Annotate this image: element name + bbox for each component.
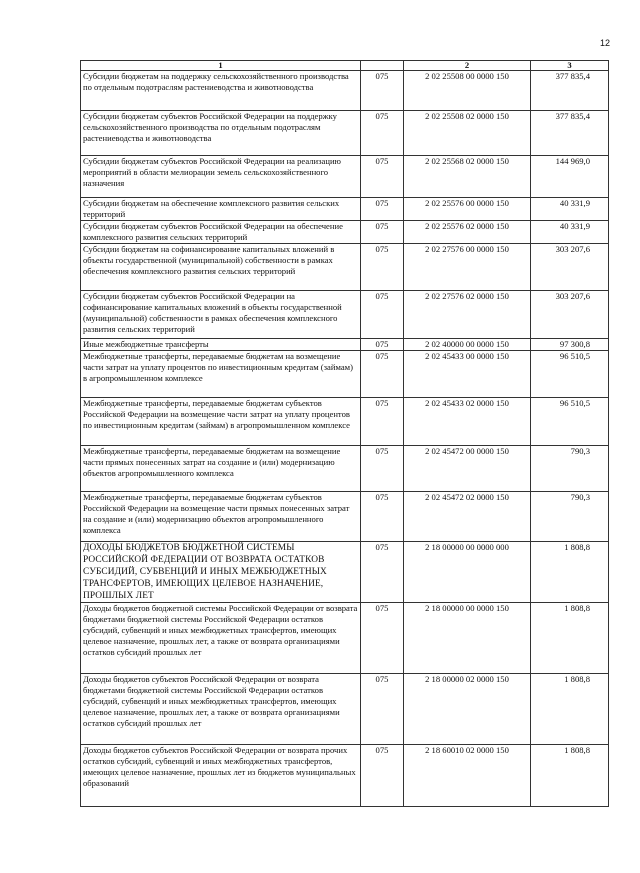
row-amount: 790,3: [531, 446, 609, 492]
header-col-amount: 3: [531, 61, 609, 71]
row-budget-code: 2 02 45472 00 0000 150: [404, 446, 531, 492]
row-name: Межбюджетные трансферты, передаваемые бюджетам субъектов Российской Федерации на возмещение части прямых понесенных затрат на создание и (или) модернизацию объектов агропромышленного комплекса: [81, 492, 361, 542]
row-name: Межбюджетные трансферты, передаваемые бюджетам на возмещение части затрат на уплату процентов по инвестиционным кредитам (займам) в агропромышленном комплексе: [81, 351, 361, 398]
row-admin-code: 075: [361, 156, 404, 198]
row-budget-code: 2 18 60010 02 0000 150: [404, 745, 531, 807]
row-amount: 303 207,6: [531, 244, 609, 291]
row-amount: 96 510,5: [531, 351, 609, 398]
row-admin-code: 075: [361, 221, 404, 244]
row-amount: 96 510,5: [531, 398, 609, 446]
row-amount: 97 300,8: [531, 339, 609, 351]
row-amount: 1 808,8: [531, 603, 609, 674]
row-admin-code: 075: [361, 244, 404, 291]
header-col-name: 1: [81, 61, 361, 71]
row-amount: 40 331,9: [531, 198, 609, 221]
table-row: [81, 398, 609, 446]
row-name: Субсидии бюджетам субъектов Российской Федерации на поддержку сельскохозяйственного производства по отдельным подотраслям растениеводства и животноводства: [81, 111, 361, 156]
row-amount: 377 835,4: [531, 111, 609, 156]
row-budget-code: 2 02 25508 02 0000 150: [404, 111, 531, 156]
header-row: [81, 61, 609, 71]
row-admin-code: 075: [361, 745, 404, 807]
table-row: [81, 291, 609, 339]
row-admin-code: 075: [361, 674, 404, 745]
table-row: [81, 492, 609, 542]
row-budget-code: 2 18 00000 02 0000 150: [404, 674, 531, 745]
row-budget-code: 2 02 45433 02 0000 150: [404, 398, 531, 446]
row-amount: 1 808,8: [531, 745, 609, 807]
row-budget-code: 2 02 40000 00 0000 150: [404, 339, 531, 351]
row-budget-code: 2 02 45472 02 0000 150: [404, 492, 531, 542]
budget-table: [80, 60, 609, 807]
row-name: Субсидии бюджетам на обеспечение комплексного развития сельских территорий: [81, 198, 361, 221]
table-row: [81, 351, 609, 398]
row-budget-code: 2 02 25576 02 0000 150: [404, 221, 531, 244]
row-budget-code: 2 02 45433 00 0000 150: [404, 351, 531, 398]
table-row: [81, 745, 609, 807]
row-budget-code: 2 18 00000 00 0000 000: [404, 542, 531, 603]
table-row: [81, 603, 609, 674]
row-name: Субсидии бюджетам субъектов Российской Федерации на софинансирование капитальных вложений в объекты государственной (муниципальной) собственности в рамках обеспечения комплексного развития сельских территорий: [81, 291, 361, 339]
row-budget-code: 2 02 25568 02 0000 150: [404, 156, 531, 198]
row-admin-code: 075: [361, 603, 404, 674]
row-admin-code: 075: [361, 398, 404, 446]
row-admin-code: 075: [361, 198, 404, 221]
row-name: Доходы бюджетов субъектов Российской Федерации от возврата бюджетами бюджетной системы Российской Федерации остатков субсидий, субвенций и иных межбюджетных трансфертов, имеющих целевое назначение, прошлых лет, а также от возврата организациями остатков субсидий прошлых лет: [81, 674, 361, 745]
row-admin-code: 075: [361, 446, 404, 492]
table-row: [81, 221, 609, 244]
row-admin-code: 075: [361, 351, 404, 398]
row-budget-code: 2 02 27576 02 0000 150: [404, 291, 531, 339]
row-name: Субсидии бюджетам на софинансирование капитальных вложений в объекты государственной (муниципальной) собственности в рамках обеспечения комплексного развития сельских территорий: [81, 244, 361, 291]
row-amount: 377 835,4: [531, 71, 609, 111]
page-number: 12: [599, 38, 610, 48]
table-row: [81, 674, 609, 745]
row-amount: 1 808,8: [531, 542, 609, 603]
row-budget-code: 2 02 27576 00 0000 150: [404, 244, 531, 291]
table-row: [81, 156, 609, 198]
header-col-code: 2: [404, 61, 531, 71]
row-admin-code: 075: [361, 111, 404, 156]
table-row: [81, 446, 609, 492]
row-admin-code: 075: [361, 339, 404, 351]
table-row: [81, 111, 609, 156]
row-admin-code: 075: [361, 542, 404, 603]
row-admin-code: 075: [361, 71, 404, 111]
row-amount: 1 808,8: [531, 674, 609, 745]
row-name: Межбюджетные трансферты, передаваемые бюджетам субъектов Российской Федерации на возмещение части затрат на уплату процентов по инвестиционным кредитам (займам) в агропромышленном комплексе: [81, 398, 361, 446]
row-amount: 40 331,9: [531, 221, 609, 244]
row-name: Доходы бюджетов бюджетной системы Российской Федерации от возврата бюджетами бюджетной системы Российской Федерации остатков субсидий, субвенций и иных межбюджетных трансфертов, имеющих целевое назначение, прошлых лет, а также от возврата организациями остатков субсидий прошлых лет: [81, 603, 361, 674]
table-row: [81, 71, 609, 111]
table-row-section: [81, 542, 609, 603]
table-row: [81, 339, 609, 351]
row-budget-code: 2 02 25576 00 0000 150: [404, 198, 531, 221]
row-amount: 144 969,0: [531, 156, 609, 198]
row-name: ДОХОДЫ БЮДЖЕТОВ БЮДЖЕТНОЙ СИСТЕМЫ РОССИЙСКОЙ ФЕДЕРАЦИИ ОТ ВОЗВРАТА ОСТАТКОВ СУБСИДИЙ, СУБВЕНЦИЙ И ИНЫХ МЕЖБЮДЖЕТНЫХ ТРАНСФЕРТОВ, ИМЕЮЩИХ ЦЕЛЕВОЕ НАЗНАЧЕНИЕ, ПРОШЛЫХ ЛЕТ: [81, 542, 361, 603]
row-name: Доходы бюджетов субъектов Российской Федерации от возврата прочих остатков субсидий, субвенций и иных межбюджетных трансфертов, имеющих целевое назначение, прошлых лет из бюджетов муниципальных образований: [81, 745, 361, 807]
row-name: Субсидии бюджетам субъектов Российской Федерации на обеспечение комплексного развития сельских территорий: [81, 221, 361, 244]
row-name: Межбюджетные трансферты, передаваемые бюджетам на возмещение части прямых понесенных затрат на создание и (или) модернизацию объектов агропромышленного комплекса: [81, 446, 361, 492]
table-row: [81, 244, 609, 291]
row-budget-code: 2 18 00000 00 0000 150: [404, 603, 531, 674]
header-col-admin: [361, 61, 404, 71]
row-admin-code: 075: [361, 492, 404, 542]
table-row: [81, 198, 609, 221]
row-amount: 303 207,6: [531, 291, 609, 339]
row-name: Субсидии бюджетам субъектов Российской Федерации на реализацию мероприятий в области мелиорации земель сельскохозяйственного назначения: [81, 156, 361, 198]
row-name: Субсидии бюджетам на поддержку сельскохозяйственного производства по отдельным подотраслям растениеводства и животноводства: [81, 71, 361, 111]
row-name: Иные межбюджетные трансферты: [81, 339, 361, 351]
row-budget-code: 2 02 25508 00 0000 150: [404, 71, 531, 111]
row-admin-code: 075: [361, 291, 404, 339]
row-amount: 790,3: [531, 492, 609, 542]
